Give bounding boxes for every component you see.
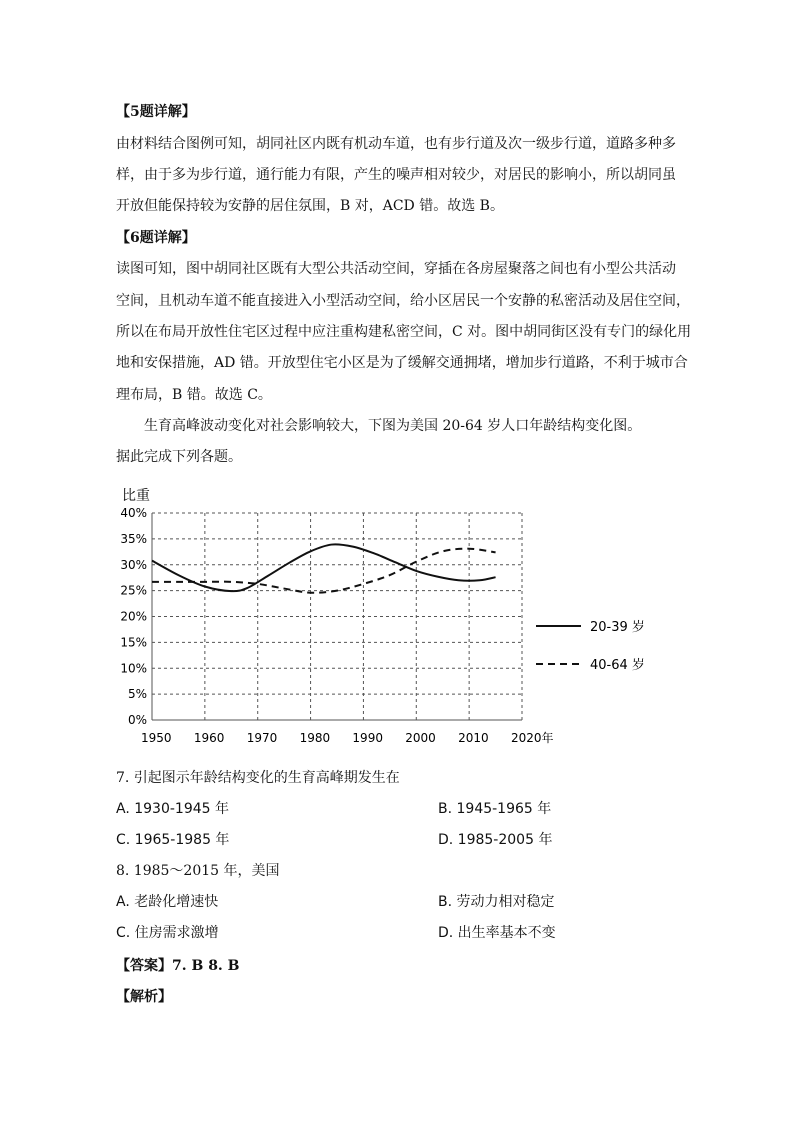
chart-x-tick-label: 1990 — [352, 731, 383, 745]
section6-line: 理布局，B 错。故选 C。 — [116, 387, 272, 403]
chart-x-tick-label: 2000 — [405, 731, 436, 745]
chart-x-tick-label: 1950 — [141, 731, 172, 745]
q8-option-c: C. 住房需求激增 — [116, 925, 219, 941]
chart-y-ticks — [120, 506, 147, 727]
section6-line: 读图可知，图中胡同社区既有大型公共活动空间，穿插在各房屋聚落之间也有小型公共活动 — [116, 261, 676, 277]
q7-option-c: C. 1965-1985 年 — [116, 832, 230, 848]
section5-line: 样，由于多为步行道，通行能力有限，产生的噪声相对较少，对居民的影响小，所以胡同虽 — [116, 167, 676, 183]
q7-option-a: A. 1930-1945 年 — [116, 801, 229, 817]
answer-line: 【答案】7. B 8. B — [116, 958, 240, 974]
chart-y-tick-label: 25% — [120, 583, 147, 598]
intro-line: 生育高峰波动变化对社会影响较大，下图为美国 20-64 岁人口年龄结构变化图。 — [144, 418, 642, 434]
chart-y-tick-label: 35% — [120, 531, 147, 546]
section6-header: 【6题详解】 — [116, 230, 196, 246]
section6-line: 地和安保措施，AD 错。开放型住宅小区是为了缓解交通拥堵，增加步行道路，不利于城市合 — [116, 355, 688, 371]
chart-x-tick-label: 2010 — [458, 731, 489, 745]
chart-y-tick-label: 15% — [120, 635, 147, 650]
chart-y-tick-label: 5% — [127, 687, 147, 702]
age-structure-chart — [118, 484, 658, 749]
chart-x-tick-label: 2020年 — [511, 731, 554, 745]
chart-series — [152, 544, 496, 592]
chart-x-ticks — [141, 730, 554, 745]
q8-option-d: D. 出生率基本不变 — [438, 925, 556, 941]
q7-option-b: B. 1945-1965 年 — [438, 801, 552, 817]
chart-x-tick-label: 1970 — [246, 731, 278, 745]
legend-label: 40-64 岁 — [590, 658, 645, 673]
chart-y-tick-label: 20% — [120, 609, 147, 624]
chart-y-tick-label: 30% — [120, 557, 147, 572]
section5-line: 由材料结合图例可知，胡同社区内既有机动车道，也有步行道及次一级步行道，道路多种多 — [116, 136, 676, 152]
legend-label: 20-39 岁 — [590, 620, 645, 635]
intro-line: 据此完成下列各题。 — [116, 449, 242, 465]
chart-x-tick-label: 1980 — [299, 731, 331, 745]
q7-option-d: D. 1985-2005 年 — [438, 832, 553, 848]
section5-line: 开放但能保持较为安静的居住氛围，B 对，ACD 错。故选 B。 — [116, 198, 504, 214]
chart-legend — [536, 619, 645, 673]
section6-line: 所以在布局开放性住宅区过程中应注重构建私密空间，C 对。图中胡同街区没有专门的绿化用 — [116, 324, 692, 340]
chart-y-tick-label: 0% — [127, 713, 147, 727]
q8-stem: 8. 1985～2015 年，美国 — [116, 863, 280, 879]
chart-x-tick-label: 1960 — [193, 731, 225, 745]
q7-stem: 7. 引起图示年龄结构变化的生育高峰期发生在 — [116, 770, 400, 786]
chart-ylabel: 比重 — [122, 488, 150, 504]
chart-y-tick-label: 10% — [120, 661, 147, 676]
q8-option-b: B. 劳动力相对稳定 — [438, 894, 555, 910]
chart-svg — [118, 484, 658, 749]
chart-y-tick-label: 40% — [120, 506, 147, 520]
section5-header: 【5题详解】 — [116, 104, 196, 120]
q8-option-a: A. 老龄化增速快 — [116, 894, 219, 910]
analysis-header: 【解析】 — [116, 989, 172, 1005]
section6-line: 空间，且机动车道不能直接进入小型活动空间，给小区居民一个安静的私密活动及居住空间， — [116, 293, 690, 309]
